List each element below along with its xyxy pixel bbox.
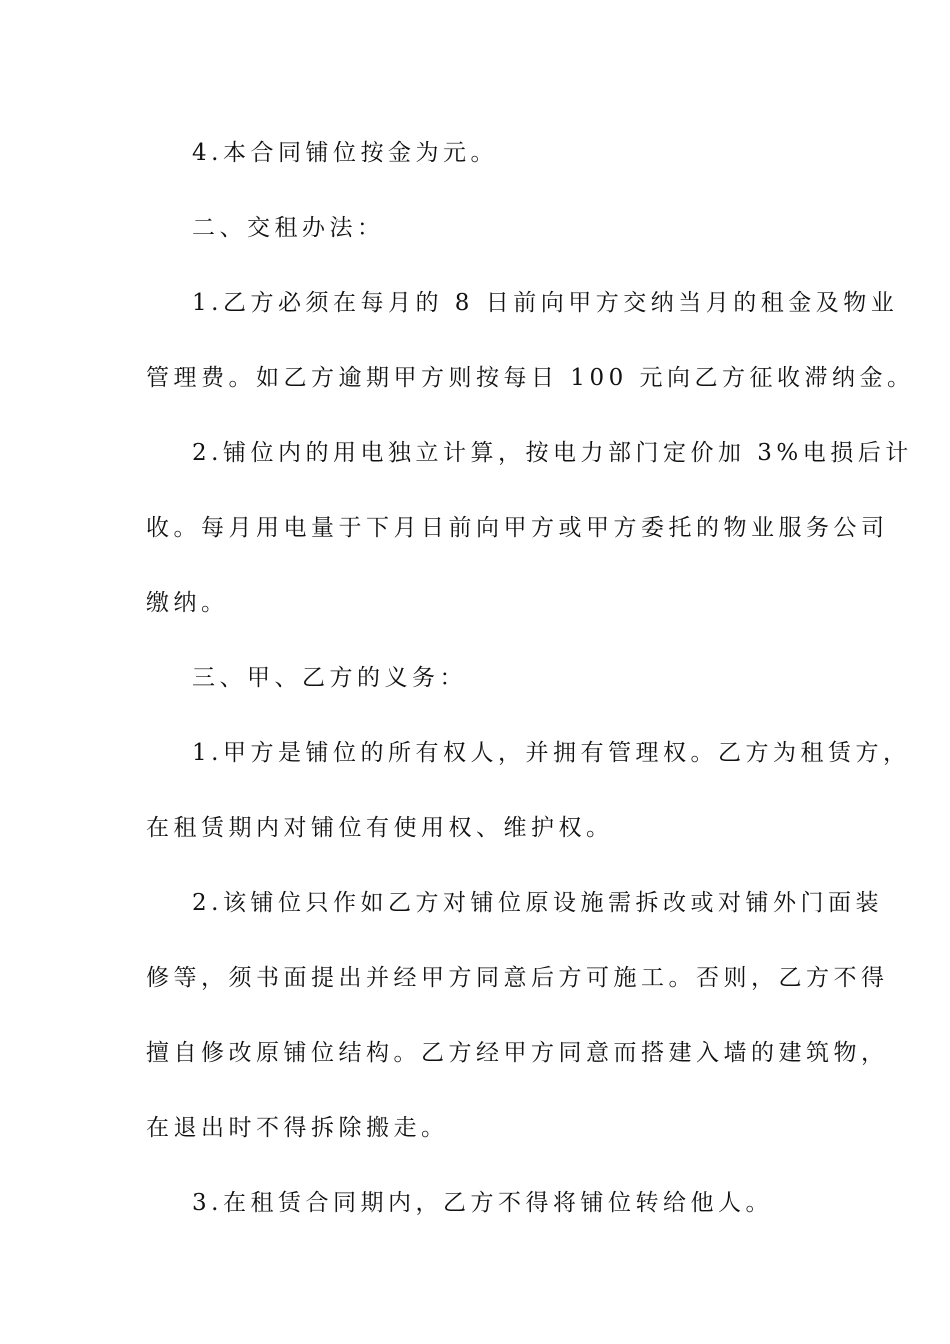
clause-renovation-cont-2: 擅自修改原铺位结构。乙方经甲方同意而搭建入墙的建筑物， bbox=[146, 1040, 889, 1066]
clause-rent-due: 1.乙方必须在每月的 8 日前向甲方交纳当月的租金及物业 bbox=[192, 290, 899, 316]
clause-electricity-cont: 收。每月用电量于下月日前向甲方或甲方委托的物业服务公司 bbox=[146, 515, 889, 541]
clause-deposit: 4.本合同铺位按金为元。 bbox=[192, 140, 498, 166]
clause-renovation-end: 在退出时不得拆除搬走。 bbox=[146, 1115, 449, 1141]
clause-renovation-cont-1: 修等，须书面提出并经甲方同意后方可施工。否则，乙方不得 bbox=[146, 965, 889, 991]
clause-ownership-cont: 在租赁期内对铺位有使用权、维护权。 bbox=[146, 815, 614, 841]
section-heading-rent-payment: 二、交租办法： bbox=[192, 215, 385, 241]
clause-ownership: 1.甲方是铺位的所有权人，并拥有管理权。乙方为租赁方， bbox=[192, 740, 911, 766]
clause-electricity: 2.铺位内的用电独立计算，按电力部门定价加 3%电损后计 bbox=[192, 440, 913, 466]
section-heading-obligations: 三、甲、乙方的义务： bbox=[192, 665, 467, 691]
clause-electricity-end: 缴纳。 bbox=[146, 590, 229, 616]
clause-no-transfer: 3.在租赁合同期内，乙方不得将铺位转给他人。 bbox=[192, 1190, 773, 1216]
clause-rent-due-cont: 管理费。如乙方逾期甲方则按每日 100 元向乙方征收滞纳金。 bbox=[146, 365, 915, 391]
clause-renovation: 2.该铺位只作如乙方对铺位原设施需拆改或对铺外门面装 bbox=[192, 890, 883, 916]
